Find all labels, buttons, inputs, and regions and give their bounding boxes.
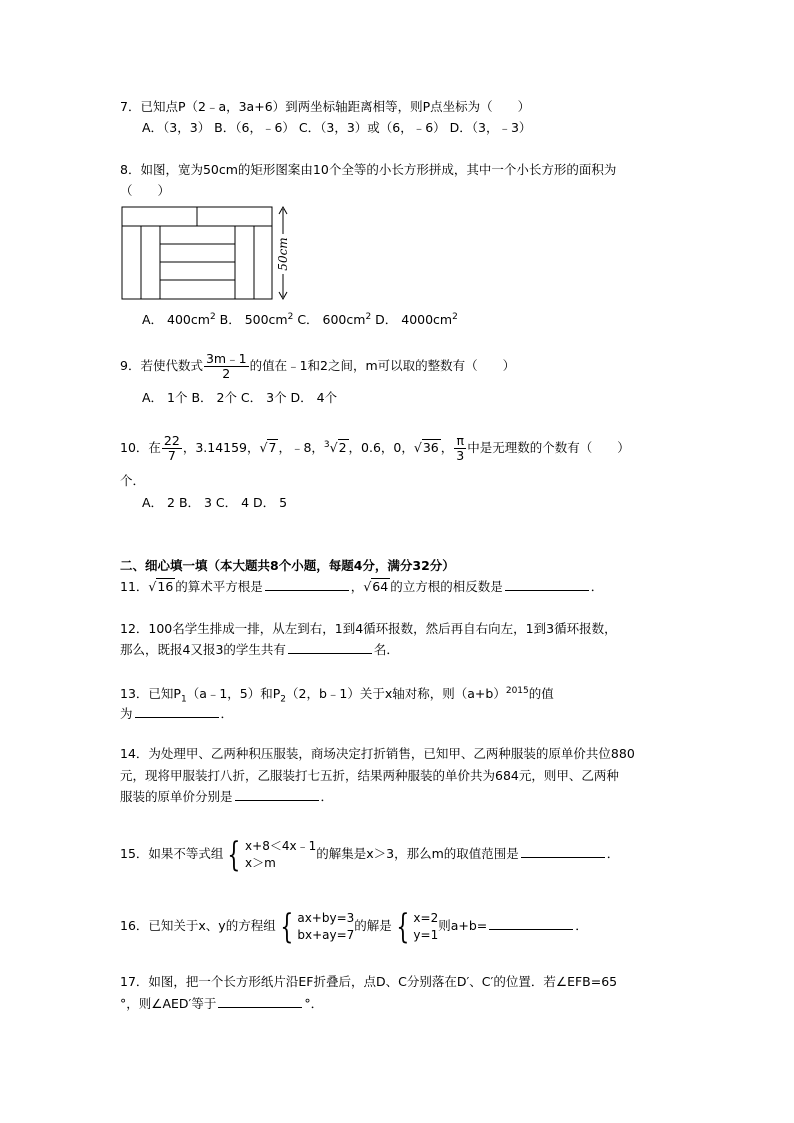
q16-mid2: 则a+b= <box>438 918 488 933</box>
section2-title: 二、细心填一填（本大题共8个小题，每题4分，满分32分） <box>120 558 455 573</box>
q16-eq1: ax+by=3 <box>297 910 355 925</box>
q10-f2-num: π <box>454 434 466 449</box>
q8-option-d: D． 4000cm <box>371 312 453 328</box>
q14-line2: 元，现将甲服装打八折，乙服装打七五折，结果两种服装的单价共为684元，则甲、乙两种 <box>120 768 619 783</box>
q10-stem <box>120 434 680 463</box>
q17-line2-suffix: °． <box>304 996 324 1011</box>
q11-prefix: 11． <box>120 579 149 594</box>
q8-sup-a: 2 <box>209 312 216 322</box>
q11-blank-1[interactable] <box>265 578 349 591</box>
q10-line2: 个． <box>120 473 146 488</box>
q13-sup: 2015 <box>505 686 529 696</box>
q10-f1-num: 22 <box>163 433 180 448</box>
q12-line2-prefix: 那么，既报4又报3的学生共有 <box>120 642 286 657</box>
q13-sub2: 2 <box>280 694 287 705</box>
q9-frac-den: 2 <box>222 366 231 381</box>
q10-part1: ，3.14159， <box>182 440 260 455</box>
q8-figure-label: 50cm <box>276 234 290 274</box>
q10-sqrt-7: √7 <box>259 440 277 455</box>
q9-options: A． 1个 B． 2个 C． 3个 D． 4个 <box>142 390 338 405</box>
q13-blank[interactable] <box>135 705 219 718</box>
q16-end: ． <box>575 918 588 933</box>
q8-stem-line1: 8．如图，宽为50cm的矩形图案由10个全等的小长方形拼成，其中一个小长方形的面积为 <box>120 162 617 177</box>
q11-sqrt-64: √64 <box>363 579 389 594</box>
q8-stem-line2: （ ） <box>120 183 171 198</box>
q9-prefix: 9．若使代数式 <box>120 358 203 373</box>
q15-brace: { <box>227 834 241 875</box>
q10-r1: 7 <box>268 440 277 455</box>
q8-options <box>142 307 458 330</box>
q13-line2 <box>120 703 680 724</box>
q12-blank[interactable] <box>288 641 372 654</box>
q9-stem <box>120 352 680 381</box>
q15-end: ． <box>606 846 620 861</box>
q16-stem <box>120 906 680 946</box>
q15-ineq2: x＞m <box>245 855 276 870</box>
q10-f1-den: 7 <box>167 448 176 463</box>
q9-frac-num: 3m﹣1 <box>205 351 247 366</box>
q13-line1-b: （a﹣1，5）和P <box>186 686 281 702</box>
q13-line1-d: 的值 <box>528 686 554 702</box>
q8-option-c: C． 600cm <box>293 312 366 328</box>
q14-line1: 14．为处理甲、乙两种积压服装，商场决定打折销售，已知甲、乙两种服装的原单价共位880 <box>120 746 635 761</box>
q11-r1: 16 <box>157 579 174 594</box>
q8-sup-b: 2 <box>287 312 294 322</box>
q13-line1-c: （2，b﹣1）关于x轴对称，则（a+b） <box>286 686 506 702</box>
q12-line1: 12．100名学生排成一排，从左到右，1到4循环报数，然后再自右向左，1到3循环报数， <box>120 621 617 636</box>
q16-s2: y=1 <box>413 927 439 942</box>
q17-line1: 17．如图，把一个长方形纸片沿EF折叠后，点D、C分别落在D′、C′的位置．若∠EFB=65 <box>120 974 618 989</box>
q15-ineq1: x+8＜4x﹣1 <box>245 838 317 853</box>
q10-r3: 36 <box>422 440 439 455</box>
q17-line2-prefix: °，则∠AED′等于 <box>120 996 217 1011</box>
q10-part3: ，0.6，0， <box>348 440 414 455</box>
q16-mid: 的解是 <box>354 918 392 933</box>
q9-fraction <box>204 352 249 381</box>
q11-mid2: 的立方根的相反数是 <box>390 579 503 594</box>
q16-system <box>297 910 354 944</box>
q16-blank[interactable] <box>489 917 573 930</box>
q11-sep: ， <box>350 579 364 594</box>
q10-options: A． 2 B． 3 C． 4 D． 5 <box>142 495 288 510</box>
q11-blank-2[interactable] <box>505 578 589 591</box>
q13-line2-prefix: 为 <box>120 706 133 721</box>
q16-brace-2: { <box>396 906 410 947</box>
q11-r2: 64 <box>372 579 389 594</box>
q16-prefix: 16．已知关于x、y的方程组 <box>120 918 276 933</box>
q10-sqrt-36: √36 <box>413 440 439 455</box>
q8-rectangle-figure <box>118 203 298 303</box>
q10-cube-index: 3 <box>323 439 330 450</box>
q13-sub1: 1 <box>180 694 187 705</box>
q8-sup-c: 2 <box>365 312 372 322</box>
q10-part4: ， <box>440 440 454 455</box>
q11-end: ． <box>590 579 604 594</box>
q16-brace-1: { <box>280 906 294 947</box>
q8-option-b: B． 500cm <box>215 312 288 328</box>
q7-stem: 7．已知点P（2﹣a，3a+6）到两坐标轴距离相等，则P点坐标为（ ） <box>120 99 531 114</box>
q16-eq2: bx+ay=7 <box>297 927 355 942</box>
q10-fraction-1 <box>162 434 182 463</box>
q7-options: A．（3，3） B．（6，﹣6） C．（3，3）或（6，﹣6） D．（3，﹣3） <box>142 120 532 135</box>
q13-line1-a: 13．已知P <box>120 686 181 702</box>
q14-line3-suffix: ． <box>320 789 334 804</box>
q10-f2-den: 3 <box>456 448 465 463</box>
q16-solution <box>413 910 438 944</box>
q16-s1: x=2 <box>413 910 439 925</box>
q10-prefix: 10．在 <box>120 440 161 455</box>
q15-blank[interactable] <box>521 845 605 858</box>
q11-sqrt-16: √16 <box>148 579 174 594</box>
q14-line3-prefix: 服装的原单价分别是 <box>120 789 233 804</box>
q15-system <box>245 838 316 872</box>
q14-blank[interactable] <box>235 788 319 801</box>
q17-line2 <box>120 993 680 1014</box>
q15-prefix: 15．如果不等式组 <box>120 846 224 861</box>
q8-sup-d: 2 <box>452 312 458 322</box>
q15-mid: 的解集是x＞3，那么m的取值范围是 <box>316 846 519 861</box>
q10-suffix: 中是无理数的个数有（ ） <box>467 440 630 455</box>
q11-stem <box>120 576 680 597</box>
q12-line2-suffix: 名． <box>373 642 399 657</box>
q17-blank[interactable] <box>218 995 302 1008</box>
q15-stem <box>120 834 680 874</box>
q9-suffix: 的值在﹣1和2之间，m可以取的整数有（ ） <box>249 358 516 373</box>
q10-fraction-2 <box>454 434 466 463</box>
q8-option-a: A． 400cm <box>142 312 210 328</box>
q10-cbrt-2: $^3$√2 <box>323 439 347 455</box>
q13-line2-suffix: ． <box>220 706 234 721</box>
q14-line3 <box>120 786 680 807</box>
q10-part2: ，﹣8， <box>278 440 324 455</box>
q10-r2: 2 <box>338 440 347 455</box>
q12-line2 <box>120 639 680 660</box>
q11-mid: 的算术平方根是 <box>175 579 263 594</box>
